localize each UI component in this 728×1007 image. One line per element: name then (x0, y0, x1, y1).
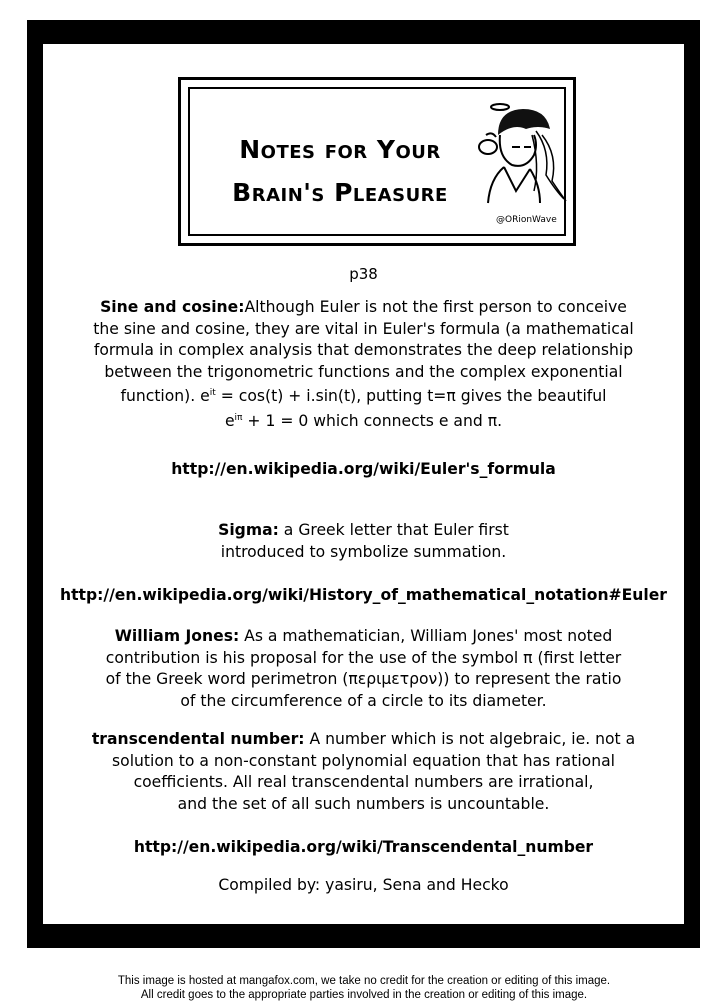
note-text: = cos(t) + i.sin(t), putting t=π gives the beautiful (215, 387, 607, 406)
formula-exponent: it (209, 388, 216, 399)
note-text: between the trigonometric functions and the complex exponential (104, 362, 623, 381)
sine-cosine-note (61, 297, 666, 433)
note-text: function). e (120, 387, 210, 406)
note-text: of the circumference of a circle to its diameter. (180, 691, 547, 710)
link-transcendental-number[interactable]: http://en.wikipedia.org/wiki/Transcendental_number (133, 838, 594, 856)
note-text: coefficients. All real transcendental numbers are irrational, (133, 773, 594, 792)
note-text: contribution is his proposal for the use of the symbol π (first letter (105, 648, 622, 667)
note-text: introduced to symbolize summation. (220, 542, 507, 561)
note-text: solution to a non-constant polynomial equation that has rational (112, 751, 615, 770)
link-math-notation[interactable]: http://en.wikipedia.org/wiki/History_of_mathematical_notation#Euler (60, 586, 667, 604)
note-text: As a mathematician, William Jones' most noted (239, 627, 613, 645)
mascot-illustration (468, 95, 568, 205)
note-text: A number which is not algebraic, ie. not a (304, 730, 636, 748)
term-william-jones: William Jones: (114, 627, 240, 645)
page-title-line-1: Notes for Your (239, 135, 441, 164)
author-handle: @ORionWave (496, 215, 557, 225)
black-frame (27, 20, 700, 948)
term-transcendental: transcendental number: (91, 730, 305, 748)
note-text: formula in complex analysis that demonstrates the deep relationship (93, 341, 634, 360)
hosting-footer (0, 974, 728, 1002)
william-jones-note (61, 626, 666, 712)
note-text: Although Euler is not the first person to conceive (244, 298, 627, 316)
sigma-note (61, 520, 666, 563)
note-text: + 1 = 0 which connects e and π. (242, 412, 503, 431)
note-text: a Greek letter that Euler first (278, 521, 509, 539)
transcendental-note (61, 729, 666, 815)
note-text: e (224, 412, 235, 431)
note-text: and the set of all such numbers is uncountable. (177, 794, 550, 813)
content-panel (43, 44, 684, 924)
title-box-inner (188, 87, 566, 236)
note-text: the sine and cosine, they are vital in Euler's formula (a mathematical (93, 319, 634, 338)
credits: Compiled by: yasiru, Sena and Hecko (218, 876, 509, 894)
footer-line: This image is hosted at mangafox.com, we take no credit for the creation or editing of this image. (117, 975, 611, 987)
title-box (178, 77, 576, 246)
page-title-line-2: Brain's Pleasure (232, 178, 448, 207)
page-number: p38 (349, 265, 378, 283)
term-sigma: Sigma: (218, 521, 279, 539)
term-sine-cosine: Sine and cosine: (100, 298, 245, 316)
formula-exponent: iπ (234, 413, 243, 424)
note-text: of the Greek word perimetron (περιμετρον)) to represent the ratio (105, 670, 622, 689)
footer-line: All credit goes to the appropriate parties involved in the creation or editing of this image. (140, 989, 588, 1001)
link-euler-formula[interactable]: http://en.wikipedia.org/wiki/Euler's_formula (171, 460, 556, 478)
